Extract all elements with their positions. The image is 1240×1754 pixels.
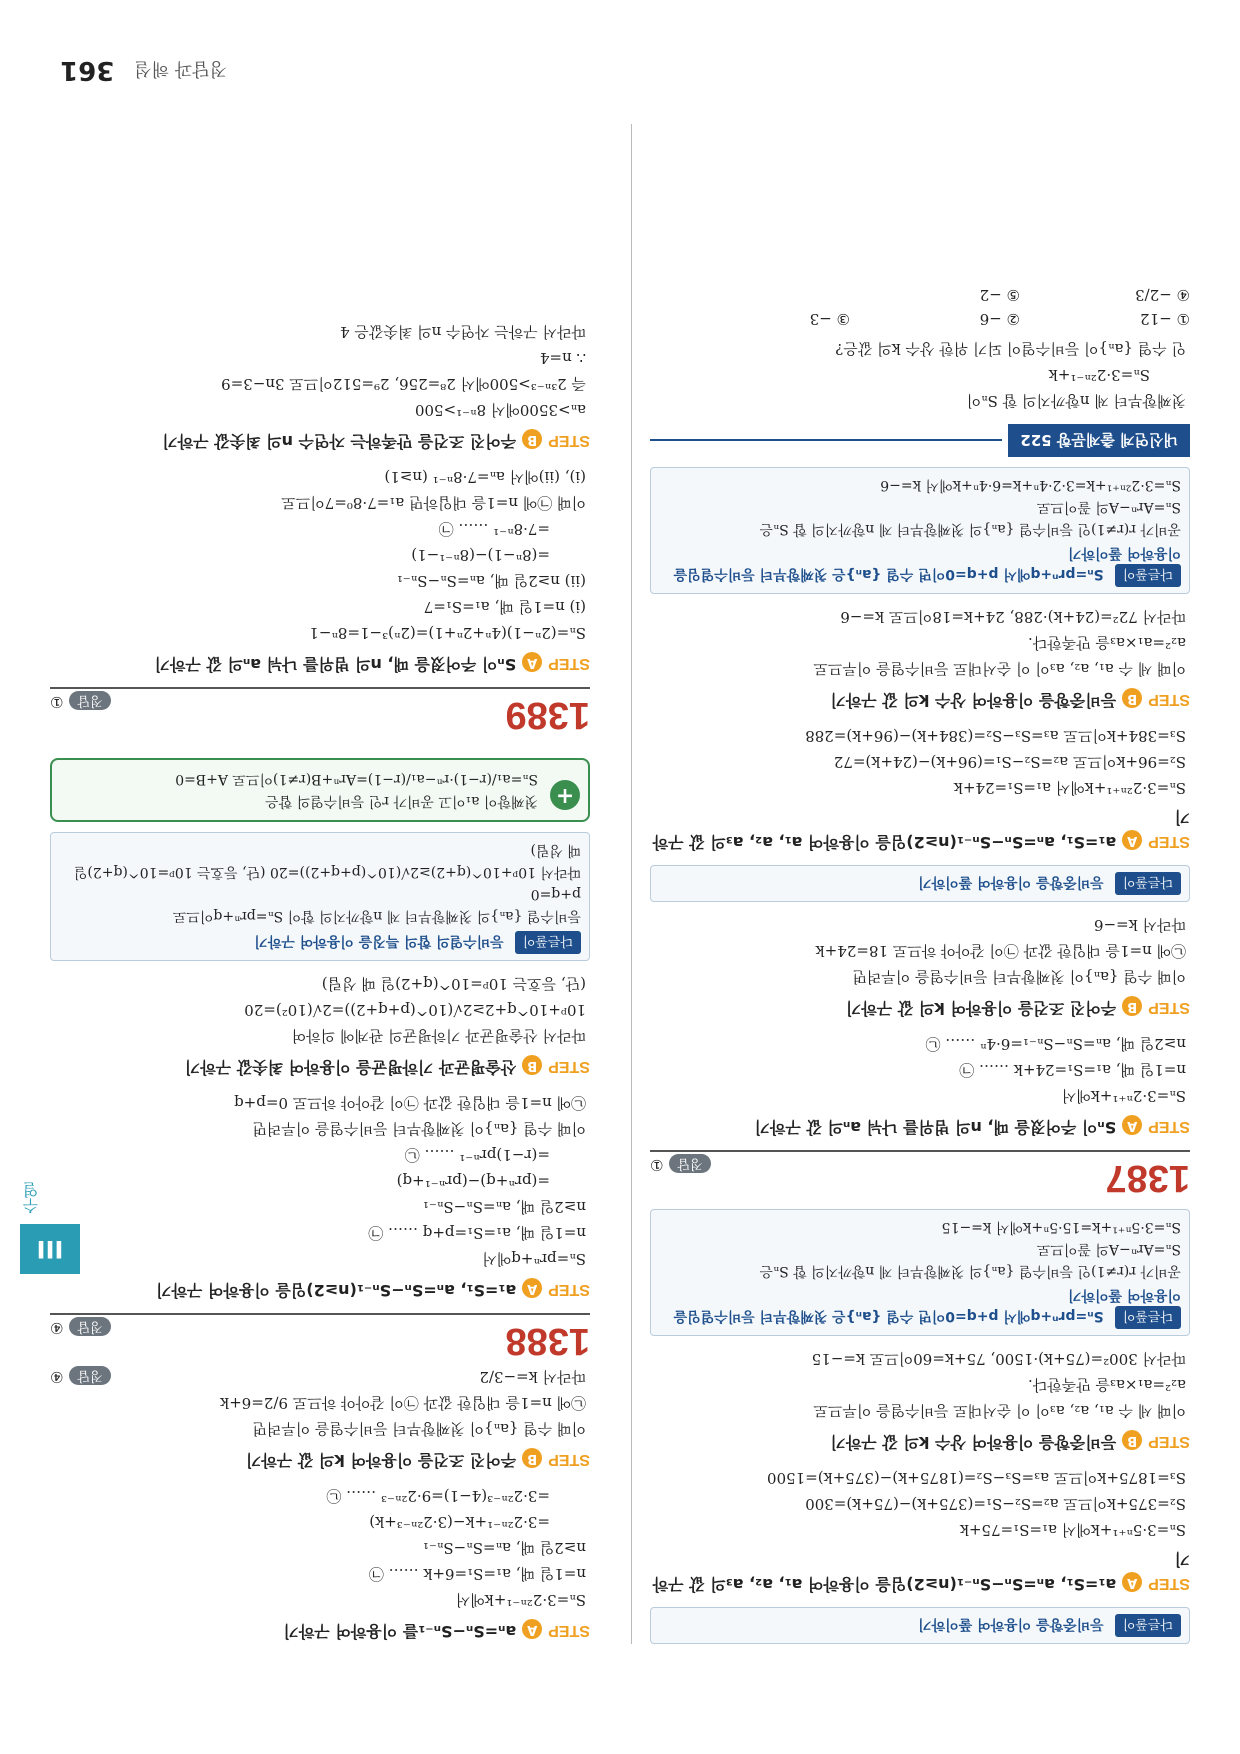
answer-choices [650, 286, 1190, 328]
solution-line: Sₙ=3·5ⁿ⁺¹+k에서 a₁=S₁=75+k [959, 1521, 1186, 1539]
step-letter: A [1122, 830, 1142, 850]
note-line: 공비가 r(r≠1)인 등비수열 {aₙ}의 첫째항부터 제 n항까지의 합 Sₙ은 [759, 521, 1181, 537]
answer-badge: 정답 [69, 1366, 110, 1385]
step-letter: B [522, 1448, 542, 1468]
solution-line: Sₙ=3·2²ⁿ⁻¹+k에서 [455, 1591, 586, 1609]
tip-line: Sₙ=a₁/(r−1)·rⁿ−a₁/(r−1)=Arⁿ+B(r≠1)이므로 A+B=0 [175, 771, 538, 787]
solution-line: Sₙ=3·2ⁿ⁺¹+k에서 [1061, 1087, 1186, 1105]
step-tag: STEP [548, 1622, 590, 1639]
step-b [50, 1055, 590, 1080]
solution-line: aₙ>3500에서 8ⁿ⁻¹>500 [414, 401, 586, 419]
answer-badge: 정답 [69, 691, 110, 710]
step-title: 산술평균과 기하평균을 이용하여 최솟값 구하기 [184, 1058, 517, 1077]
solution-line: 따라서 k=−6 [1093, 916, 1186, 934]
solution-line: Sₙ=prⁿ+q에서 [482, 1250, 586, 1268]
problem-number: 1389 [505, 694, 590, 736]
problem-1389 [50, 319, 590, 736]
answer-value: ① [650, 1156, 664, 1174]
step-tag: STEP [1148, 1575, 1190, 1592]
page-footer [60, 1674, 1180, 1724]
solution-line: S₃=384+k이므로 a₃=S₃−S₂=(384+k)−(96+k)=288 [805, 727, 1186, 745]
step-letter: B [522, 1055, 542, 1075]
answer [50, 1362, 111, 1390]
problem-line: Sₙ=3·2²ⁿ⁻¹+k [1048, 366, 1150, 384]
step-letter: B [1122, 688, 1142, 708]
solution-line: n=1일 때, a₁=S₁=6+k …… ㉠ [368, 1565, 586, 1583]
choice-2: ② −6 [979, 310, 1020, 328]
problem-number: 1387 [1105, 1157, 1190, 1199]
solution-line: a₂²=a₁×a₃을 만족한다. [1027, 634, 1186, 652]
problem-number: 1388 [505, 1320, 590, 1362]
solution-line: n=1일 때, a₁=S₁=p+q …… ㉠ [368, 1224, 586, 1242]
step-b [650, 1430, 1190, 1455]
solution-line: 이때 세 수 a₁, a₂, a₃이 이 순서대로 등비수열을 이루므로 [813, 1402, 1186, 1420]
step-letter: B [1122, 1430, 1142, 1450]
note-line: 따라서 10ᵖ+10^(q+2)≥2√(10^(p+q+2))=20 (단, 등호는 10ᵖ=10^(q+2)일 때 성립) [73, 842, 581, 880]
solution-line: 따라서 72²=(24+k)·288, 24+k=18이므로 k=−6 [840, 608, 1186, 626]
solution-line: n=1일 때, a₁=S₁=24+k …… ㉠ [959, 1061, 1186, 1079]
problem-line: 인 수열 {aₙ}이 등비수열이 되기 위한 상수 k의 값은? [835, 340, 1186, 358]
step-letter: A [522, 1278, 542, 1298]
note-title: Sₙ=prⁿ+q에서 p+q=0이면 수열 {aₙ}은 첫째항부터 등비수열임을 이용하여 풀이하기 [673, 545, 1181, 582]
left-column [650, 264, 1190, 1654]
solution-line: 따라서 구하는 자연수 n의 최솟값은 4 [340, 323, 586, 341]
solution-line: S₂=375+k이므로 a₂=S₂−S₁=(375+k)−(75+k)=300 [805, 1495, 1186, 1513]
choice-5: ⑤ −2 [979, 286, 1020, 304]
step-b [50, 429, 590, 454]
solution-line [50, 1362, 590, 1390]
tip-line: 첫째항이 a₁이고 공비가 r인 등비수열의 합은 [265, 793, 538, 809]
solution-line: (ⅱ) n≥2일 때, aₙ=Sₙ−Sₙ₋₁ [396, 572, 586, 590]
choice-1: ① −12 [1140, 310, 1190, 328]
step-title: aₙ=Sₙ−Sₙ₋₁를 이용하여 구하기 [283, 1622, 517, 1641]
solution-line: =(r−1)prⁿ⁻¹ …… ㉡ [404, 1146, 550, 1164]
step-b [650, 688, 1190, 713]
step-tag: STEP [548, 432, 590, 449]
answer-badge: 정답 [669, 1154, 710, 1173]
solution-text: 따라서 k=−3/2 [479, 1368, 586, 1386]
note-title: Sₙ=prⁿ+q에서 p+q=0이면 수열 {aₙ}은 첫째항부터 등비수열임을 이용하여 풀이하기 [673, 1287, 1181, 1324]
answer-value: ① [50, 693, 64, 711]
solution-line: 즉 2³ⁿ⁻³>500에서 2⁸=256, 2⁹=512이므로 3n−3=9 [221, 375, 586, 393]
note-title: 등비중항을 이용하여 풀이하기 [918, 1616, 1104, 1632]
solution-line: S₃=1875+k이므로 a₃=S₃−S₂=(1875+k)−(375+k)=1500 [766, 1469, 1186, 1487]
solution-line: a₂²=a₁×a₃을 만족한다. [1027, 1376, 1186, 1394]
solution-line: ∴ n=4 [539, 349, 586, 367]
step-a [50, 1619, 590, 1644]
page-number: 361 [60, 55, 115, 85]
note-alt-solution [650, 1209, 1190, 1336]
step-b [650, 996, 1190, 1021]
solution-line: 이때 세 수 a₁, a₂, a₃이 이 순서대로 등비수열을 이루므로 [813, 660, 1186, 678]
plus-icon: + [550, 780, 580, 810]
choice-3: ③ −3 [809, 310, 850, 328]
solution-line: (ⅰ), (ⅱ)에서 aₙ=7·8ⁿ⁻¹ (n≥1) [384, 468, 586, 486]
solution-line: n≥2일 때, aₙ=Sₙ−Sₙ₋₁ [422, 1539, 586, 1557]
step-title: Sₙ이 주어졌을 때, n의 범위를 나눠 aₙ의 값 구하기 [154, 655, 517, 674]
solution-line: 이때 수열 {aₙ}이 첫째항부터 등비수열을 이루려면 [852, 968, 1186, 986]
note-line: Sₙ=Arⁿ−A의 꼴이므로 [1036, 499, 1181, 515]
solution-line: n≥2일 때, aₙ=Sₙ−Sₙ₋₁ [422, 1198, 586, 1216]
solution-line: =(8ⁿ−1)−(8ⁿ⁻¹−1) [411, 546, 550, 564]
note-alt-solution [650, 865, 1190, 902]
answer [50, 1319, 111, 1338]
answer-value: ④ [50, 1368, 64, 1386]
solution-line: 10ᵖ+10^q+2≥2√(10^(p+q+2))=2√(10²)=20 [244, 1001, 586, 1019]
answer [650, 1156, 711, 1175]
step-tag: STEP [548, 655, 590, 672]
solution-line: 이때 수열 {aₙ}이 첫째항부터 등비수열을 이루려면 [252, 1420, 586, 1438]
solution-line: (ⅰ) n=1일 때, a₁=S₁=7 [423, 598, 586, 616]
note-tag: 다른풀이 [1115, 1614, 1181, 1637]
step-title: a₁=S₁, aₙ=Sₙ−Sₙ₋₁(n≥2)임을 이용하여 a₁, a₂, a₃의 값 구하기 [652, 808, 1190, 852]
step-title: Sₙ이 주어졌을 때, n의 범위를 나눠 aₙ의 값 구하기 [754, 1118, 1117, 1137]
page-label: 정답과 해설 [134, 58, 227, 79]
note-tag: 다른풀이 [515, 931, 581, 954]
note-line: Sₙ=Arⁿ−A의 꼴이므로 [1036, 1241, 1181, 1257]
step-title: 주어진 조건을 이용하여 k의 값 구하기 [245, 1451, 517, 1470]
step-a [650, 807, 1190, 855]
step-title: 주어진 조건을 이용하여 k의 값 구하기 [845, 999, 1117, 1018]
step-title: 등비중항을 이용하여 상수 k의 값 구하기 [830, 691, 1117, 710]
step-title: 등비중항을 이용하여 상수 k의 값 구하기 [830, 1433, 1117, 1452]
problem-1387 [650, 286, 1190, 1199]
page-number-area [60, 50, 360, 90]
choice-4: ④ −2/3 [1135, 286, 1190, 304]
solution-line: 이때 수열 {aₙ}이 첫째항부터 등비수열을 이루려면 [252, 1120, 586, 1138]
answer-badge: 정답 [69, 1317, 110, 1336]
banner-label: 내신연계 출제문항 522 [1008, 424, 1190, 457]
column-divider [631, 124, 632, 1644]
step-letter: B [1122, 996, 1142, 1016]
step-letter: A [1122, 1572, 1142, 1592]
step-title: a₁=S₁, aₙ=Sₙ−Sₙ₋₁(n≥2)임을 이용하여 a₁, a₂, a₃의 값 구하기 [652, 1550, 1190, 1594]
step-tag: STEP [1148, 1433, 1190, 1450]
note-tag: 다른풀이 [1115, 564, 1181, 587]
chapter-number: III [20, 1224, 80, 1274]
note-tag: 다른풀이 [1115, 1306, 1181, 1329]
step-tag: STEP [548, 1451, 590, 1468]
chapter-subject: 수열 [22, 1182, 41, 1214]
solution-line: ㉡에 n=1을 대입한 값과 ㉠이 같아야 하므로 18=24+k [815, 942, 1186, 960]
right-column [50, 297, 590, 1654]
note-tag: 다른풀이 [1115, 872, 1181, 895]
note-line: Sₙ=3·2²ⁿ⁺¹+k=3·2·4ⁿ+k=6·4ⁿ+k에서 k=−6 [880, 477, 1181, 493]
step-tag: STEP [1148, 691, 1190, 708]
step-tag: STEP [548, 1058, 590, 1075]
plus-tip-box [50, 758, 590, 822]
problem-1388 [50, 758, 590, 1362]
step-a [50, 1278, 590, 1303]
solution-line: n≥2일 때, aₙ=Sₙ−Sₙ₋₁=6·4ⁿ …… ㉡ [925, 1035, 1186, 1053]
step-b [50, 1448, 590, 1473]
step-tag: STEP [1148, 833, 1190, 850]
solution-line: 따라서 산술평균과 기하평균의 관계에 의하여 [291, 1027, 586, 1045]
step-letter: B [522, 429, 542, 449]
step-a [650, 1549, 1190, 1597]
solution-line: Sₙ=3·2²ⁿ⁺¹+k에서 a₁=S₁=24+k [953, 779, 1186, 797]
step-letter: A [1122, 1115, 1142, 1135]
solution-line: S₂=96+k이므로 a₂=S₂−S₁=(96+k)−(24+k)=72 [833, 753, 1186, 771]
related-problem-banner [650, 424, 1190, 457]
step-a [650, 1115, 1190, 1140]
note-line: p+q=0 [530, 886, 581, 902]
step-tag: STEP [548, 1281, 590, 1298]
answer-value: ④ [50, 1319, 64, 1337]
solution-line: =(prⁿ+q)−(prⁿ⁻¹+q) [396, 1172, 550, 1190]
step-title: a₁=S₁, aₙ=Sₙ−Sₙ₋₁(n≥2)임을 이용하여 구하기 [156, 1281, 517, 1300]
note-alt-solution [50, 832, 590, 961]
note-line: 공비가 r(r≠1)인 등비수열 {aₙ}의 첫째항부터 제 n항까지의 합 Sₙ은 [759, 1263, 1181, 1279]
solution-line: 이때 ㉠에 n=1을 대입하면 a₁=7·8⁰=7이므로 [281, 494, 586, 512]
step-a [50, 652, 590, 677]
step-title: 주어진 조건을 만족하는 자연수 n의 최솟값 구하기 [162, 432, 517, 451]
note-title: 등비중항을 이용하여 풀이하기 [918, 874, 1104, 890]
solution-line: (단, 등호는 10ᵖ=10^(q+2)일 때 성립) [321, 975, 586, 993]
solution-line: =3·2²ⁿ⁻¹+k−(3·2²ⁿ⁻³+k) [369, 1513, 550, 1531]
banner-rule [650, 439, 1002, 442]
step-letter: A [522, 1619, 542, 1639]
problem-line: 첫째항부터 제 n항까지의 합 Sₙ이 [966, 392, 1186, 410]
solution-line: ㉡에 n=1을 대입한 값과 ㉠이 같아야 하므로 0=p+q [234, 1094, 586, 1112]
note-alt-solution [650, 467, 1190, 594]
solution-line: =7·8ⁿ⁻¹ …… ㉠ [438, 520, 550, 538]
step-tag: STEP [1148, 1118, 1190, 1135]
solution-line: =3·2²ⁿ⁻³(4−1)=9·2²ⁿ⁻³ …… ㉡ [326, 1487, 550, 1505]
step-tag: STEP [1148, 999, 1190, 1016]
answer [50, 693, 111, 712]
step-letter: A [522, 652, 542, 672]
note-alt-solution [650, 1607, 1190, 1644]
note-line: Sₙ=3·5ⁿ⁺¹+k=15·5ⁿ+k에서 k=−15 [941, 1219, 1181, 1235]
note-title: 등비수열의 합의 특징을 이용하여 구하기 [254, 933, 504, 949]
solution-line: 따라서 300²=(75+k)·1500, 75+k=60이므로 k=−15 [811, 1350, 1186, 1368]
solution-line: Sₙ=(2ⁿ−1)(4ⁿ+2ⁿ+1)=(2ⁿ)³−1=8ⁿ−1 [309, 624, 586, 642]
solution-line: ㉡에 n=1을 대입한 값과 ㉠이 같아야 하므로 9/2=6+k [220, 1394, 586, 1412]
note-line: 등비수열 {aₙ}의 첫째항부터 제 n항까지의 합이 Sₙ=prⁿ+q이므로 [172, 908, 581, 924]
